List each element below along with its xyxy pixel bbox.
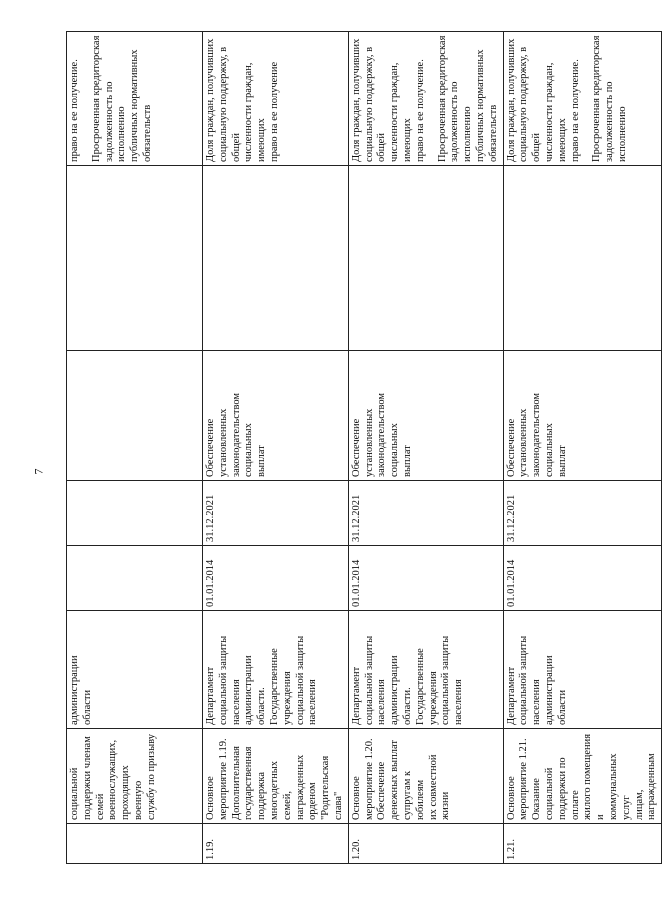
spacer-cell [348,166,503,351]
cell-line: численности граждан, имеющих [243,62,268,162]
cell-line: администрации [69,655,80,725]
cell-line: администрации [543,655,555,725]
cell-line: Департамент [205,666,216,725]
cell-line: Просроченная кредиторская [591,35,603,162]
page-number: 7 [31,468,46,475]
indicators-cell [203,32,349,166]
rotated-table-frame [66,32,658,864]
cell-line: Обеспечение установленных [205,408,229,477]
start-date-cell: 01.01.2014 [503,546,662,611]
indicators-cell [348,32,503,166]
end-date-cell [67,481,203,546]
cell-line: учреждения [281,671,293,725]
start-date-cell: 01.01.2014 [203,546,349,611]
activity-name-cell [503,729,662,824]
cell-line: обязательств [141,104,153,162]
cell-line: лицам, награжденным [633,753,658,820]
cell-line: области. [256,687,268,725]
cell-line: Основное [505,776,517,820]
cell-line: Дополнительная [230,745,242,820]
cell-line: мероприятие 1.19. [217,738,229,820]
cell-line: многодетных семей, [268,760,293,820]
cell-line: Департамент [350,666,362,725]
cell-line: Государственные [268,648,280,725]
executor-cell [67,611,203,729]
cell-line: законодательством социальных [376,392,401,477]
cell-line: численности граждан, имеющих [543,62,568,162]
cell-line: награжденных [294,754,306,820]
cell-line: задолженность по исполнению [103,81,128,162]
cell-line: публичных нормативных [129,49,141,162]
cell-line: службу по призыву [145,734,157,820]
cell-line: коммунальных услуг [607,753,632,820]
rotated-table-container [66,32,658,864]
cell-line: право на ее получение. [69,59,80,162]
activity-name-cell [67,729,203,824]
cell-line: супругам к юбилеям [401,770,426,820]
executor-cell [203,611,349,729]
table-row [348,32,503,864]
end-date-cell: 31.12.2021 [203,481,349,546]
cell-line: выплат [256,445,268,477]
table-row [67,32,203,864]
cell-line: право на ее получение. [569,59,581,162]
cell-line: Доля граждан, получивших [205,38,216,162]
cell-line: задолженность по исполнению [604,81,628,162]
cell-line: право на ее получение. [414,59,426,162]
end-date-cell: 31.12.2021 [348,481,503,546]
cell-line: Просроченная кредиторская [436,35,448,162]
cell-line: Государственные [414,648,426,725]
cell-line: мероприятие 1.20. [363,738,375,820]
cell-line: учреждения [427,671,439,725]
cell-line: проходящих военную [120,765,144,820]
executor-cell [348,611,503,729]
start-date-cell [67,546,203,611]
cell-line: социальной защиты [294,635,306,725]
cell-line: законодательством социальных [230,392,255,477]
indicator-paragraph [91,35,155,162]
activities-table [66,31,662,864]
cell-line: администрации [389,655,401,725]
executor-cell [503,611,662,729]
indicators-cell [67,32,203,166]
indicator-paragraph [351,35,428,162]
cell-line: право на ее получение [268,61,280,162]
indicator-paragraph [69,35,82,162]
cell-line: области [81,689,93,725]
cell-line: Департамент [505,666,517,725]
cell-line: администрации [243,655,255,725]
cell-line: социальную поддержку, в общей [363,46,388,162]
cell-line: населения [376,679,388,725]
cell-line: законодательством социальных [531,392,555,477]
spacer-cell [503,166,662,351]
indicators-cell [503,32,662,166]
cell-line: социальной защиты [217,635,229,725]
row-number-cell [67,824,203,864]
expected-result-cell [503,351,662,481]
cell-line: социальной защиты [440,635,452,725]
cell-line: публичных нормативных [474,49,486,162]
start-date-cell: 01.01.2014 [348,546,503,611]
cell-line: выплат [556,445,568,477]
cell-line: Доля граждан, получивших [505,38,517,162]
indicator-paragraph [506,35,583,162]
cell-line: области. [401,687,413,725]
activity-name-cell [348,729,503,824]
cell-line: мероприятие 1.21. [518,738,530,820]
cell-line: социальной защиты [363,635,375,725]
cell-line: семей [94,793,106,820]
cell-line: денежных выплат [389,740,401,820]
indicator-paragraph [205,35,282,162]
indicator-paragraph [437,35,501,162]
cell-line: Оказание социальной [531,767,555,820]
cell-line: Обеспечение [376,761,388,820]
cell-line: поддержки членам [81,736,93,820]
row-number-cell: 1.20. [348,824,503,864]
cell-line: Обеспечение установленных [505,408,530,477]
cell-line: Обеспечение установленных [350,408,375,477]
cell-line: социальной [69,767,80,820]
cell-line: Просроченная кредиторская [90,35,102,162]
expected-result-cell [67,351,203,481]
cell-line: социальную поддержку, в общей [217,46,242,162]
cell-line: численности граждан, имеющих [389,62,413,162]
cell-line: задолженность по исполнению [449,81,474,162]
cell-line: Основное [350,776,362,820]
cell-line: Доля граждан, получивших [350,38,362,162]
row-number-cell: 1.21. [503,824,662,864]
spacer-cell [203,166,349,351]
cell-line: социальную поддержку, в общей [518,46,543,162]
cell-line: населения [307,679,319,725]
expected-result-cell [203,351,349,481]
cell-line: населения [230,679,242,725]
cell-line: поддержка [256,771,268,820]
table-row [203,32,349,864]
cell-line: социальной защиты [518,635,530,725]
cell-line: государственная [243,746,255,820]
cell-line: населения [453,679,465,725]
activity-name-cell [203,729,349,824]
cell-line: области [556,689,568,725]
cell-line: населения [531,679,543,725]
end-date-cell: 31.12.2021 [503,481,662,546]
indicator-paragraph [591,35,629,162]
cell-line: выплат [401,445,413,477]
table-row [503,32,662,864]
cell-line: обязательств [487,104,499,162]
cell-line: их совместной жизни [427,754,452,820]
cell-line: военнослужащих, [107,739,119,820]
cell-line: Основное [205,776,216,820]
cell-line: жилого помещения и [582,733,607,820]
cell-line: орденом [307,782,319,820]
expected-result-cell [348,351,503,481]
cell-line: "Родительская слава" [320,755,344,820]
spacer-cell [67,166,203,351]
row-number-cell: 1.19. [203,824,349,864]
cell-line: поддержки по оплате [556,757,581,820]
